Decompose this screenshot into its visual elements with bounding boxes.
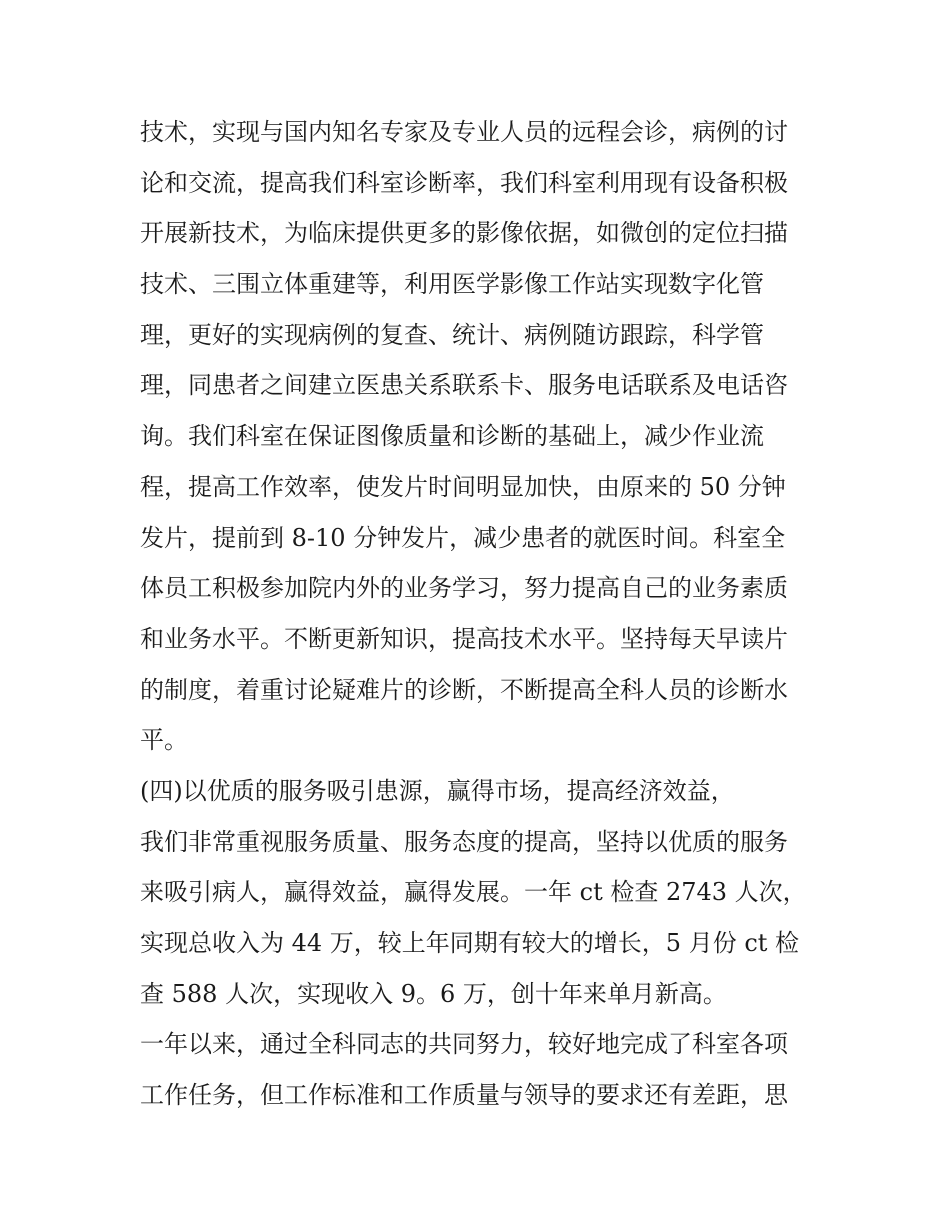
text-line: 论和交流，提高我们科室诊断率，我们科室利用现有设备积极 xyxy=(140,168,788,197)
text-line: 工作任务，但工作标准和工作质量与领导的要求还有差距，思 xyxy=(140,1081,788,1110)
text-line: 技术、三围立体重建等，利用医学影像工作站实现数字化管 xyxy=(140,270,764,299)
text-line: 和业务水平。不断更新知识，提高技术水平。坚持每天早读片 xyxy=(140,624,788,653)
text-line: 我们非常重视服务质量、服务态度的提高，坚持以优质的服务 xyxy=(140,827,788,856)
text-line: 一年以来，通过全科同志的共同努力，较好地完成了科室各项 xyxy=(140,1030,788,1059)
text-line: 来吸引病人，赢得效益，赢得发展。一年 ct 检查 2743 人次， xyxy=(140,878,807,907)
body-text xyxy=(140,107,820,1121)
text-line: 开展新技术，为临床提供更多的影像依据，如微创的定位扫描 xyxy=(140,219,788,248)
text-line: 的制度，着重讨论疑难片的诊断，不断提高全科人员的诊断水 xyxy=(140,675,788,704)
text-line: 理，更好的实现病例的复查、统计、病例随访跟踪，科学管 xyxy=(140,320,764,349)
text-line: 程，提高工作效率，使发片时间明显加快，由原来的 50 分钟 xyxy=(140,472,786,501)
text-line: 理，同患者之间建立医患关系联系卡、服务电话联系及电话咨 xyxy=(140,371,788,400)
text-line: 查 588 人次，实现收入 9。6 万，创十年来单月新高。 xyxy=(140,979,727,1008)
text-line: 平。 xyxy=(140,726,188,755)
text-line: 发片，提前到 8-10 分钟发片，减少患者的就医时间。科室全 xyxy=(140,523,786,552)
text-line: 技术，实现与国内知名专家及专业人员的远程会诊，病例的讨 xyxy=(140,118,788,146)
section-heading: (四)以优质的服务吸引患源，赢得市场，提高经济效益， xyxy=(140,776,735,805)
text-line: 实现总收入为 44 万，较上年同期有较大的增长，5 月份 ct 检 xyxy=(140,929,800,957)
text-line: 体员工积极参加院内外的业务学习，努力提高自己的业务素质 xyxy=(140,574,788,603)
text-line: 询。我们科室在保证图像质量和诊断的基础上，减少作业流 xyxy=(140,422,764,451)
